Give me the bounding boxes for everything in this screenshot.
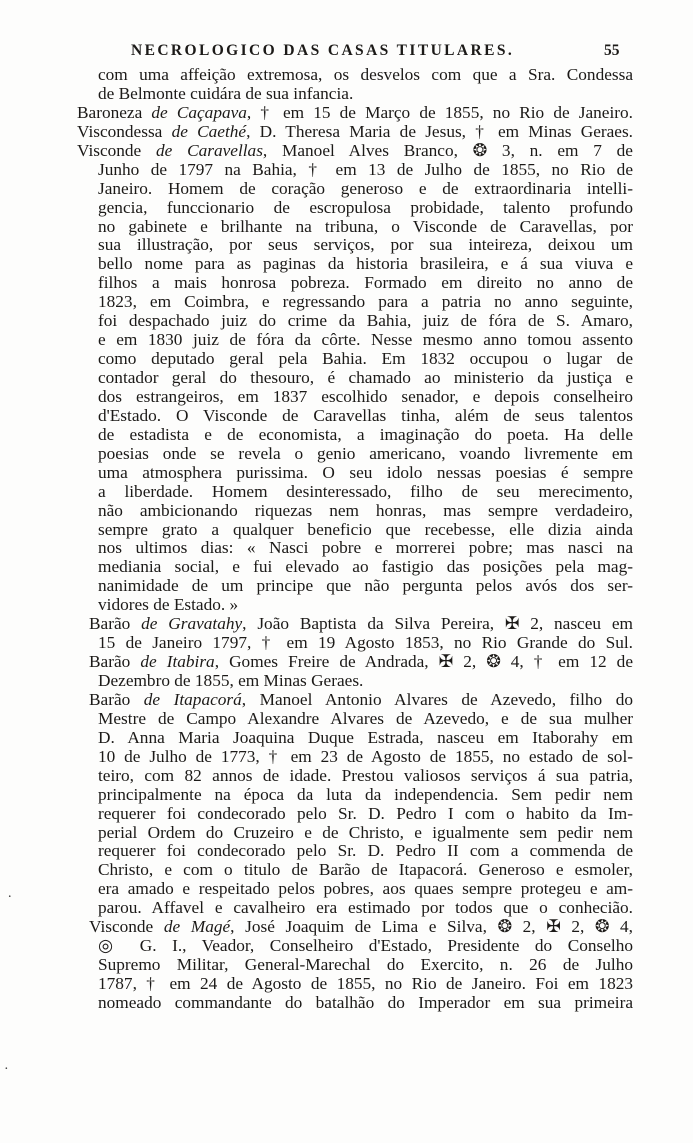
text-line: contador geral do thesouro, é chamado ao ministerio da justiça e: [98, 369, 633, 387]
text-line: nanimidade de um principe que não pergunta pelos avós dos ser-: [98, 577, 633, 596]
text-line: dos estrangeiros, em 1837 escolhido senador, e depois conselheiro: [98, 387, 633, 406]
text-line: nos ultimos dias: « Nasci pobre e morrerei pobre; mas nasci na: [98, 539, 633, 558]
title-name: de Caçapava: [151, 103, 247, 122]
margin-speck: .: [8, 886, 12, 901]
page-number: 55: [604, 42, 620, 59]
entry-heading-line: Viscondessa de Caethé, D. Theresa Maria de Jesus, † em Minas Geraes.: [77, 122, 633, 141]
text-line: poesias onde se revela o genio americano, voando livremente em: [98, 444, 633, 463]
text-line: requerer foi condecorado pelo Sr. D. Pedro II com a commenda de: [98, 842, 633, 861]
text-line: ◎ G. I., Veador, Conselheiro d'Estado, Presidente do Conselho: [98, 937, 633, 956]
text-line: Janeiro. Homem de coração generoso e de extraordinaria intelli-: [98, 179, 633, 198]
entry-heading-line: Barão de Gravatahy, João Baptista da Silva Pereira, ✠ 2, nasceu em: [89, 615, 633, 634]
text-line: 1823, em Coimbra, e regressando para a patria no anno seguinte,: [98, 293, 633, 312]
text-line: a liberdade. Homem desinteressado, filho de seu merecimento,: [98, 482, 633, 501]
title-name: de Caravellas: [156, 141, 263, 160]
text-line: sempre grato a qualquer beneficio que recebesse, elle dizia ainda: [98, 520, 633, 539]
margin-speck: ·: [4, 1062, 9, 1077]
text-line: 10 de Julho de 1773, † em 23 de Agosto de 1855, no estado de sol-: [98, 747, 633, 766]
title-name: de Caethé: [171, 122, 247, 141]
text-line: Christo, e com o titulo de Barão de Itapacorá. Generoso e esmoler,: [98, 861, 633, 880]
title-name: de Itabira: [140, 653, 215, 672]
text-line: Supremo Militar, General-Marechal do Exercito, n. 26 de Julho: [98, 956, 633, 975]
text-line: e em 1830 juiz de fóra da côrte. Nesse mesmo anno tomou assento: [98, 331, 633, 350]
text-line: perial Ordem do Cruzeiro e de Christo, e igualmente sem pedir nem: [98, 823, 633, 842]
title-name: de Itapacorá: [143, 690, 242, 709]
text-line: vidores de Estado. »: [98, 596, 239, 615]
text-line: uma atmosphera purissima. O seu idolo nessas poesias é sempre: [98, 463, 633, 482]
entry-heading-line: Baroneza de Caçapava, † em 15 de Março de 1855, no Rio de Janeiro.: [77, 103, 633, 122]
text-line: D. Anna Maria Joaquina Duque Estrada, nasceu em Itaborahy em: [98, 728, 633, 747]
page-header: [0, 42, 693, 66]
text-line: com uma affeição extremosa, os desvelos com que a Sra. Condessa: [98, 66, 633, 84]
text-line: Mestre de Campo Alexandre Alvares de Azevedo, e de sua mulher: [98, 709, 633, 728]
entry-heading-line: Visconde de Magé, José Joaquim de Lima e Silva, ❂ 2, ✠ 2, ❂ 4,: [89, 918, 633, 937]
text-line: gencia, funccionario de escropulosa probidade, talento profundo: [98, 198, 633, 217]
text-line: requerer foi condecorado pelo Sr. D. Pedro I com o habito da Im-: [98, 804, 633, 823]
text-line: nomeado commandante do batalhão do Imperador em sua primeira: [98, 993, 633, 1012]
running-title: NECROLOGICO DAS CASAS TITULARES.: [131, 42, 515, 59]
text-line: no gabinete e brilhante na tribuna, o Visconde de Caravellas, por: [98, 217, 633, 236]
text-line: Dezembro de 1855, em Minas Geraes.: [98, 672, 364, 690]
text-line: mediania social, e fui elevado ao fastigio das posições pela mag-: [98, 558, 633, 577]
text-line: parou. Affavel e cavalheiro era estimado por todos que o conhecião.: [98, 899, 633, 918]
text-line: como deputado geral pela Bahia. Em 1832 occupou o lugar de: [98, 350, 633, 369]
text-line: era amado e respeitado pelos pobres, aos quaes sempre protegeu e am-: [98, 880, 633, 899]
text-line: bello nome para as paginas da historia brasileira, e á sua viuva e: [98, 255, 633, 274]
text-line: não ambicionando riquezas nem honras, mas sempre verdadeiro,: [98, 501, 633, 520]
title-name: de Magé: [163, 918, 231, 937]
entry-heading-line: Barão de Itabira, Gomes Freire de Andrada, ✠ 2, ❂ 4, † em 12 de: [89, 653, 633, 672]
entry-heading-line: Visconde de Caravellas, Manoel Alves Branco, ❂ 3, n. em 7 de: [77, 141, 633, 160]
text-line: de estadista e de economista, a imaginação do poeta. Ha delle: [98, 425, 633, 444]
text-line: filhos a mais honrosa pobreza. Formado em direito no anno de: [98, 274, 633, 293]
entry-heading-line: Barão de Itapacorá, Manoel Antonio Alvares de Azevedo, filho do: [89, 690, 633, 709]
text-line: 1787, † em 24 de Agosto de 1855, no Rio de Janeiro. Foi em 1823: [98, 975, 633, 993]
text-line: foi despachado juiz do crime da Bahia, juiz de fóra de S. Amaro,: [98, 312, 633, 331]
text-line: de Belmonte cuidára de sua infancia.: [98, 84, 354, 103]
text-line: principalmente na época da luta da independencia. Sem pedir nem: [98, 785, 633, 804]
text-line: Junho de 1797 na Bahia, † em 13 de Julho de 1855, no Rio de: [98, 160, 633, 179]
text-line: 15 de Janeiro 1797, † em 19 Agosto 1853, no Rio Grande do Sul.: [98, 634, 633, 653]
text-line: d'Estado. O Visconde de Caravellas tinha, além de seus talentos: [98, 406, 633, 425]
text-line: teiro, com 82 annos de idade. Prestou valiosos serviços á sua patria,: [98, 766, 633, 785]
page-body: [77, 66, 633, 1013]
text-line: sua illustração, por seus serviços, por sua inteireza, deixou um: [98, 236, 633, 255]
title-name: de Gravatahy: [141, 615, 243, 634]
